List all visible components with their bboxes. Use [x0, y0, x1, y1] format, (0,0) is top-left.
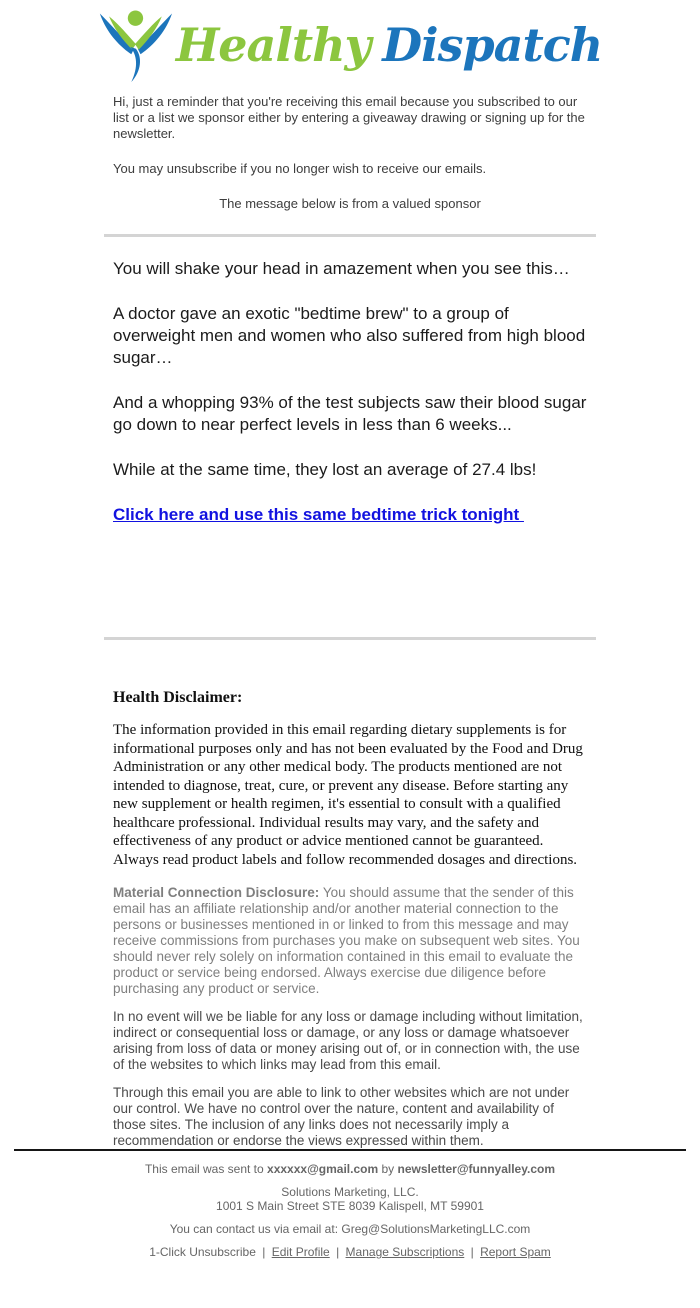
sent-prefix: This email was sent to — [144, 1162, 264, 1176]
external-links-text: Through this email you are able to link to other websites which are not under our control. We have no control over the nature, content and availability of those sites. The inclusion of any links does not necessarily imply a recommendation or endorse the views expressed within them. — [113, 1085, 570, 1148]
material-disclosure-text: You should assume that the sender of this email has an affiliate relationship and/or another material connection to the persons or businesses mentioned in or linked to from this message and may receive commissions from purchases you make on subsequent web sites. You should never rely solely on information contained in this email to evaluate the product or service being endorsed. Always exercise due diligence before purchasing any product or service. — [113, 885, 580, 996]
footer-links — [0, 1245, 700, 1259]
footer-link-separator: | — [262, 1245, 266, 1259]
disclaimer-section — [104, 689, 596, 1149]
logo-person-icon — [98, 6, 172, 84]
body-paragraph: And a whopping 93% of the test subjects saw their blood sugar go down to near perfect levels in less than 6 weeks... — [113, 393, 587, 434]
contact-line: You can contact us via email at: Greg@SolutionsMarketingLLC.com — [169, 1222, 531, 1236]
intro-paragraph: Hi, just a reminder that you're receiving this email because you subscribed to our list or a list we sponsor either by entering a giveaway drawing or signing up for the newsletter. — [113, 94, 585, 141]
material-disclosure-label: Material Connection Disclosure: — [113, 885, 320, 900]
footer-link-separator: | — [470, 1245, 474, 1259]
body-paragraph: You will shake your head in amazement when you see this… — [113, 259, 570, 278]
logo — [113, 0, 603, 84]
sender-email: newsletter@funnyalley.com — [397, 1162, 556, 1176]
by-label: by — [381, 1162, 395, 1176]
logo-text-healthy: Healthy — [175, 18, 371, 72]
logo-text-dispatch: Dispatch — [382, 18, 603, 72]
disclaimer-heading: Health Disclaimer: — [113, 689, 243, 706]
body-paragraph: A doctor gave an exotic "bedtime brew" to a group of overweight men and women who also suffered from high blood sugar… — [113, 304, 586, 367]
sponsored-message — [104, 237, 596, 614]
disclaimer-text: The information provided in this email regarding dietary supplements is for informational purposes only and has not been evaluated by the Food and Drug Administration or any other medical body. The products mentioned are not intended to diagnose, treat, cure, or prevent any disease. Before starting any new supplement or health regimen, it's essential to consult with a qualified healthcare professional. Individual results may vary, and the safety and effectiveness of any product or advice mentioned cannot be guaranteed. Always read product labels and follow recommended dosages and directions. — [113, 722, 583, 868]
edit-profile-link[interactable]: Edit Profile — [271, 1245, 330, 1259]
body-paragraph: While at the same time, they lost an average of 27.4 lbs! — [113, 460, 537, 479]
company-address: 1001 S Main Street STE 8039 Kalispell, MT 59901 — [216, 1199, 484, 1213]
manage-subscriptions-link[interactable]: Manage Subscriptions — [345, 1245, 465, 1259]
report-spam-link[interactable]: Report Spam — [480, 1245, 551, 1259]
material-disclosure — [113, 885, 587, 997]
unsubscribe-note: You may unsubscribe if you no longer wish to receive our emails. — [113, 161, 487, 176]
liability-text: In no event will we be liable for any loss or damage including without limitation, indirect or consequential loss or damage, or any loss or damage whatsoever arising from loss of data or money arising out of, or in connection with, the use of the websites to which links may lead from this email. — [113, 1009, 583, 1072]
unsubscribe-link[interactable]: 1-Click Unsubscribe — [149, 1245, 256, 1259]
sponsor-note: The message below is from a valued sponsor — [219, 196, 481, 211]
sent-to-email: xxxxxx@gmail.com — [267, 1162, 379, 1176]
company-name: Solutions Marketing, LLC. — [281, 1185, 419, 1199]
email-container — [14, 0, 686, 1149]
footer — [0, 1151, 700, 1278]
footer-link-separator: | — [336, 1245, 340, 1259]
divider-bottom — [104, 637, 596, 640]
cta-link[interactable]: Click here and use this same bedtime trick tonight — [113, 505, 524, 524]
sent-line — [0, 1162, 700, 1176]
